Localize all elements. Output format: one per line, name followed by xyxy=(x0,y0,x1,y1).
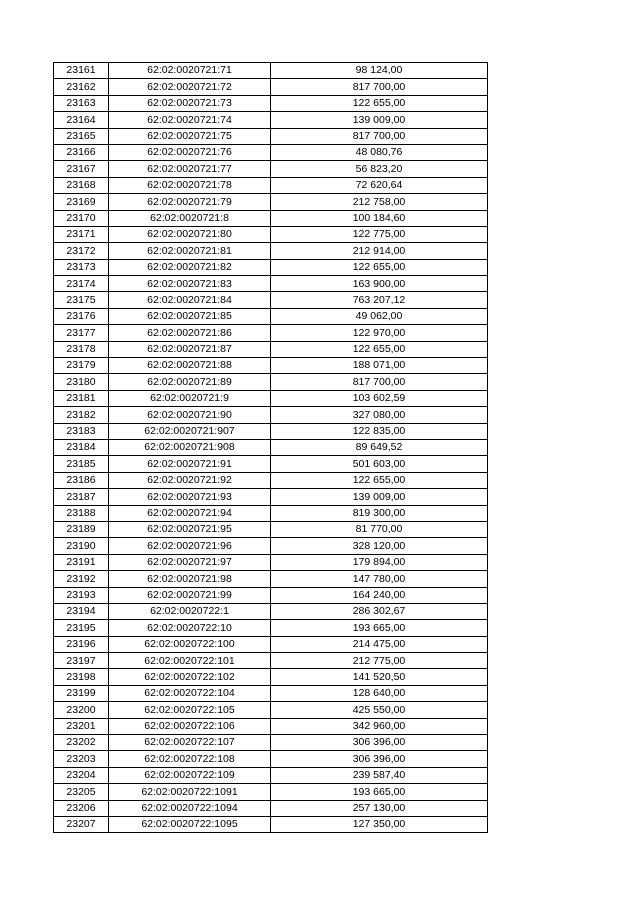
cadastral-value-cell: 164 240,00 xyxy=(271,587,488,603)
cadastral-number-cell: 62:02:0020722:1095 xyxy=(109,816,271,832)
row-number-cell: 23181 xyxy=(54,390,109,406)
row-number-cell: 23188 xyxy=(54,505,109,521)
cadastral-value-cell: 49 062,00 xyxy=(271,308,488,324)
row-number-cell: 23192 xyxy=(54,571,109,587)
row-number-cell: 23202 xyxy=(54,735,109,751)
row-number-cell: 23199 xyxy=(54,685,109,701)
cadastral-number-cell: 62:02:0020721:86 xyxy=(109,325,271,341)
cadastral-value-cell: 103 602,59 xyxy=(271,390,488,406)
row-number-cell: 23197 xyxy=(54,653,109,669)
table-row xyxy=(54,702,488,718)
cadastral-value-cell: 328 120,00 xyxy=(271,538,488,554)
cadastral-number-cell: 62:02:0020721:89 xyxy=(109,374,271,390)
row-number-cell: 23172 xyxy=(54,243,109,259)
cadastral-value-cell: 193 665,00 xyxy=(271,620,488,636)
cadastral-number-cell: 62:02:0020722:107 xyxy=(109,735,271,751)
cadastral-value-cell: 342 960,00 xyxy=(271,718,488,734)
table-row xyxy=(54,308,488,324)
cadastral-value-cell: 306 396,00 xyxy=(271,751,488,767)
cadastral-number-cell: 62:02:0020722:101 xyxy=(109,653,271,669)
table-row xyxy=(54,669,488,685)
table-row xyxy=(54,521,488,537)
row-number-cell: 23201 xyxy=(54,718,109,734)
table-row xyxy=(54,177,488,193)
cadastral-value-cell: 817 700,00 xyxy=(271,128,488,144)
row-number-cell: 23161 xyxy=(54,63,109,79)
cadastral-value-cell: 72 620,64 xyxy=(271,177,488,193)
table-row xyxy=(54,554,488,570)
cadastral-number-cell: 62:02:0020722:106 xyxy=(109,718,271,734)
table-row xyxy=(54,620,488,636)
cadastral-number-cell: 62:02:0020722:1091 xyxy=(109,784,271,800)
table-row xyxy=(54,390,488,406)
table-row xyxy=(54,63,488,79)
row-number-cell: 23205 xyxy=(54,784,109,800)
cadastral-number-cell: 62:02:0020721:81 xyxy=(109,243,271,259)
cadastral-value-cell: 763 207,12 xyxy=(271,292,488,308)
table-row xyxy=(54,144,488,160)
cadastral-number-cell: 62:02:0020722:100 xyxy=(109,636,271,652)
cadastral-number-cell: 62:02:0020721:83 xyxy=(109,276,271,292)
row-number-cell: 23171 xyxy=(54,226,109,242)
cadastral-value-cell: 139 009,00 xyxy=(271,112,488,128)
row-number-cell: 23178 xyxy=(54,341,109,357)
table-body xyxy=(54,63,488,833)
cadastral-number-cell: 62:02:0020721:92 xyxy=(109,472,271,488)
row-number-cell: 23200 xyxy=(54,702,109,718)
table-row xyxy=(54,128,488,144)
row-number-cell: 23206 xyxy=(54,800,109,816)
cadastral-number-cell: 62:02:0020721:76 xyxy=(109,144,271,160)
cadastral-number-cell: 62:02:0020722:108 xyxy=(109,751,271,767)
table-row xyxy=(54,816,488,832)
table-row xyxy=(54,800,488,816)
table-row xyxy=(54,423,488,439)
cadastral-number-cell: 62:02:0020721:93 xyxy=(109,489,271,505)
cadastral-number-cell: 62:02:0020722:1 xyxy=(109,603,271,619)
table-row xyxy=(54,276,488,292)
row-number-cell: 23198 xyxy=(54,669,109,685)
row-number-cell: 23207 xyxy=(54,816,109,832)
row-number-cell: 23165 xyxy=(54,128,109,144)
row-number-cell: 23184 xyxy=(54,439,109,455)
cadastral-number-cell: 62:02:0020721:77 xyxy=(109,161,271,177)
cadastral-number-cell: 62:02:0020721:74 xyxy=(109,112,271,128)
table-row xyxy=(54,718,488,734)
row-number-cell: 23182 xyxy=(54,407,109,423)
cadastral-value-cell: 147 780,00 xyxy=(271,571,488,587)
cadastral-value-cell: 819 300,00 xyxy=(271,505,488,521)
cadastral-number-cell: 62:02:0020721:78 xyxy=(109,177,271,193)
cadastral-value-cell: 306 396,00 xyxy=(271,735,488,751)
cadastral-number-cell: 62:02:0020721:75 xyxy=(109,128,271,144)
row-number-cell: 23190 xyxy=(54,538,109,554)
row-number-cell: 23186 xyxy=(54,472,109,488)
cadastral-number-cell: 62:02:0020721:73 xyxy=(109,95,271,111)
cadastral-value-cell: 48 080,76 xyxy=(271,144,488,160)
cadastral-value-cell: 128 640,00 xyxy=(271,685,488,701)
cadastral-value-cell: 193 665,00 xyxy=(271,784,488,800)
row-number-cell: 23169 xyxy=(54,194,109,210)
row-number-cell: 23194 xyxy=(54,603,109,619)
row-number-cell: 23162 xyxy=(54,79,109,95)
table-row xyxy=(54,439,488,455)
table-row xyxy=(54,472,488,488)
cadastral-number-cell: 62:02:0020721:94 xyxy=(109,505,271,521)
row-number-cell: 23196 xyxy=(54,636,109,652)
cadastral-number-cell: 62:02:0020721:84 xyxy=(109,292,271,308)
table-row xyxy=(54,161,488,177)
cadastral-number-cell: 62:02:0020721:98 xyxy=(109,571,271,587)
row-number-cell: 23191 xyxy=(54,554,109,570)
row-number-cell: 23195 xyxy=(54,620,109,636)
row-number-cell: 23187 xyxy=(54,489,109,505)
cadastral-value-cell: 122 835,00 xyxy=(271,423,488,439)
cadastral-value-cell: 501 603,00 xyxy=(271,456,488,472)
cadastral-number-cell: 62:02:0020721:85 xyxy=(109,308,271,324)
cadastral-number-cell: 62:02:0020721:9 xyxy=(109,390,271,406)
cadastral-value-cell: 817 700,00 xyxy=(271,374,488,390)
cadastral-number-cell: 62:02:0020721:97 xyxy=(109,554,271,570)
table-row xyxy=(54,112,488,128)
row-number-cell: 23168 xyxy=(54,177,109,193)
table-row xyxy=(54,571,488,587)
cadastral-number-cell: 62:02:0020722:10 xyxy=(109,620,271,636)
row-number-cell: 23179 xyxy=(54,358,109,374)
cadastral-value-cell: 127 350,00 xyxy=(271,816,488,832)
cadastral-value-cell: 188 071,00 xyxy=(271,358,488,374)
cadastral-number-cell: 62:02:0020721:88 xyxy=(109,358,271,374)
row-number-cell: 23173 xyxy=(54,259,109,275)
table-row xyxy=(54,243,488,259)
cadastral-value-cell: 179 894,00 xyxy=(271,554,488,570)
table-row xyxy=(54,358,488,374)
cadastral-value-cell: 81 770,00 xyxy=(271,521,488,537)
row-number-cell: 23183 xyxy=(54,423,109,439)
row-number-cell: 23185 xyxy=(54,456,109,472)
cadastral-value-cell: 239 587,40 xyxy=(271,767,488,783)
cadastral-number-cell: 62:02:0020721:71 xyxy=(109,63,271,79)
row-number-cell: 23176 xyxy=(54,308,109,324)
cadastral-number-cell: 62:02:0020721:82 xyxy=(109,259,271,275)
row-number-cell: 23203 xyxy=(54,751,109,767)
table-row xyxy=(54,767,488,783)
table-row xyxy=(54,587,488,603)
cadastral-value-cell: 122 655,00 xyxy=(271,341,488,357)
row-number-cell: 23180 xyxy=(54,374,109,390)
cadastral-number-cell: 62:02:0020721:96 xyxy=(109,538,271,554)
cadastral-value-cell: 122 970,00 xyxy=(271,325,488,341)
cadastral-number-cell: 62:02:0020721:908 xyxy=(109,439,271,455)
cadastral-number-cell: 62:02:0020721:72 xyxy=(109,79,271,95)
cadastral-number-cell: 62:02:0020722:102 xyxy=(109,669,271,685)
cadastral-value-cell: 212 758,00 xyxy=(271,194,488,210)
table-row xyxy=(54,538,488,554)
table-row xyxy=(54,489,488,505)
cadastral-value-cell: 212 775,00 xyxy=(271,653,488,669)
table-row xyxy=(54,341,488,357)
cadastral-value-cell: 212 914,00 xyxy=(271,243,488,259)
table-row xyxy=(54,194,488,210)
cadastral-value-cell: 89 649,52 xyxy=(271,439,488,455)
table-row xyxy=(54,292,488,308)
table-row xyxy=(54,603,488,619)
table-row xyxy=(54,735,488,751)
cadastral-number-cell: 62:02:0020721:90 xyxy=(109,407,271,423)
row-number-cell: 23167 xyxy=(54,161,109,177)
cadastral-number-cell: 62:02:0020721:87 xyxy=(109,341,271,357)
table-row xyxy=(54,79,488,95)
cadastral-value-cell: 122 655,00 xyxy=(271,95,488,111)
table-row xyxy=(54,325,488,341)
table-row xyxy=(54,751,488,767)
table-row xyxy=(54,505,488,521)
row-number-cell: 23174 xyxy=(54,276,109,292)
table-row xyxy=(54,456,488,472)
cadastral-number-cell: 62:02:0020721:907 xyxy=(109,423,271,439)
cadastral-number-cell: 62:02:0020721:8 xyxy=(109,210,271,226)
cadastral-value-cell: 56 823,20 xyxy=(271,161,488,177)
row-number-cell: 23170 xyxy=(54,210,109,226)
cadastral-value-cell: 122 775,00 xyxy=(271,226,488,242)
table-row xyxy=(54,636,488,652)
table-row xyxy=(54,653,488,669)
cadastral-value-cell: 98 124,00 xyxy=(271,63,488,79)
cadastral-value-cell: 817 700,00 xyxy=(271,79,488,95)
cadastral-value-cell: 425 550,00 xyxy=(271,702,488,718)
cadastral-value-cell: 100 184,60 xyxy=(271,210,488,226)
table-row xyxy=(54,210,488,226)
cadastral-number-cell: 62:02:0020721:80 xyxy=(109,226,271,242)
table-row xyxy=(54,685,488,701)
cadastral-value-cell: 122 655,00 xyxy=(271,472,488,488)
table-row xyxy=(54,95,488,111)
table-row xyxy=(54,784,488,800)
cadastral-value-table xyxy=(53,62,488,833)
cadastral-value-cell: 139 009,00 xyxy=(271,489,488,505)
cadastral-value-cell: 163 900,00 xyxy=(271,276,488,292)
cadastral-number-cell: 62:02:0020721:99 xyxy=(109,587,271,603)
table-row xyxy=(54,259,488,275)
cadastral-value-cell: 327 080,00 xyxy=(271,407,488,423)
table-row xyxy=(54,374,488,390)
cadastral-value-cell: 122 655,00 xyxy=(271,259,488,275)
cadastral-number-cell: 62:02:0020721:91 xyxy=(109,456,271,472)
cadastral-number-cell: 62:02:0020721:79 xyxy=(109,194,271,210)
row-number-cell: 23177 xyxy=(54,325,109,341)
cadastral-number-cell: 62:02:0020722:1094 xyxy=(109,800,271,816)
cadastral-value-cell: 257 130,00 xyxy=(271,800,488,816)
cadastral-value-cell: 286 302,67 xyxy=(271,603,488,619)
row-number-cell: 23175 xyxy=(54,292,109,308)
cadastral-value-cell: 214 475,00 xyxy=(271,636,488,652)
table-row xyxy=(54,407,488,423)
row-number-cell: 23164 xyxy=(54,112,109,128)
table-row xyxy=(54,226,488,242)
row-number-cell: 23166 xyxy=(54,144,109,160)
cadastral-number-cell: 62:02:0020722:109 xyxy=(109,767,271,783)
cadastral-value-cell: 141 520,50 xyxy=(271,669,488,685)
row-number-cell: 23193 xyxy=(54,587,109,603)
row-number-cell: 23204 xyxy=(54,767,109,783)
cadastral-number-cell: 62:02:0020722:105 xyxy=(109,702,271,718)
row-number-cell: 23163 xyxy=(54,95,109,111)
cadastral-number-cell: 62:02:0020722:104 xyxy=(109,685,271,701)
row-number-cell: 23189 xyxy=(54,521,109,537)
cadastral-number-cell: 62:02:0020721:95 xyxy=(109,521,271,537)
